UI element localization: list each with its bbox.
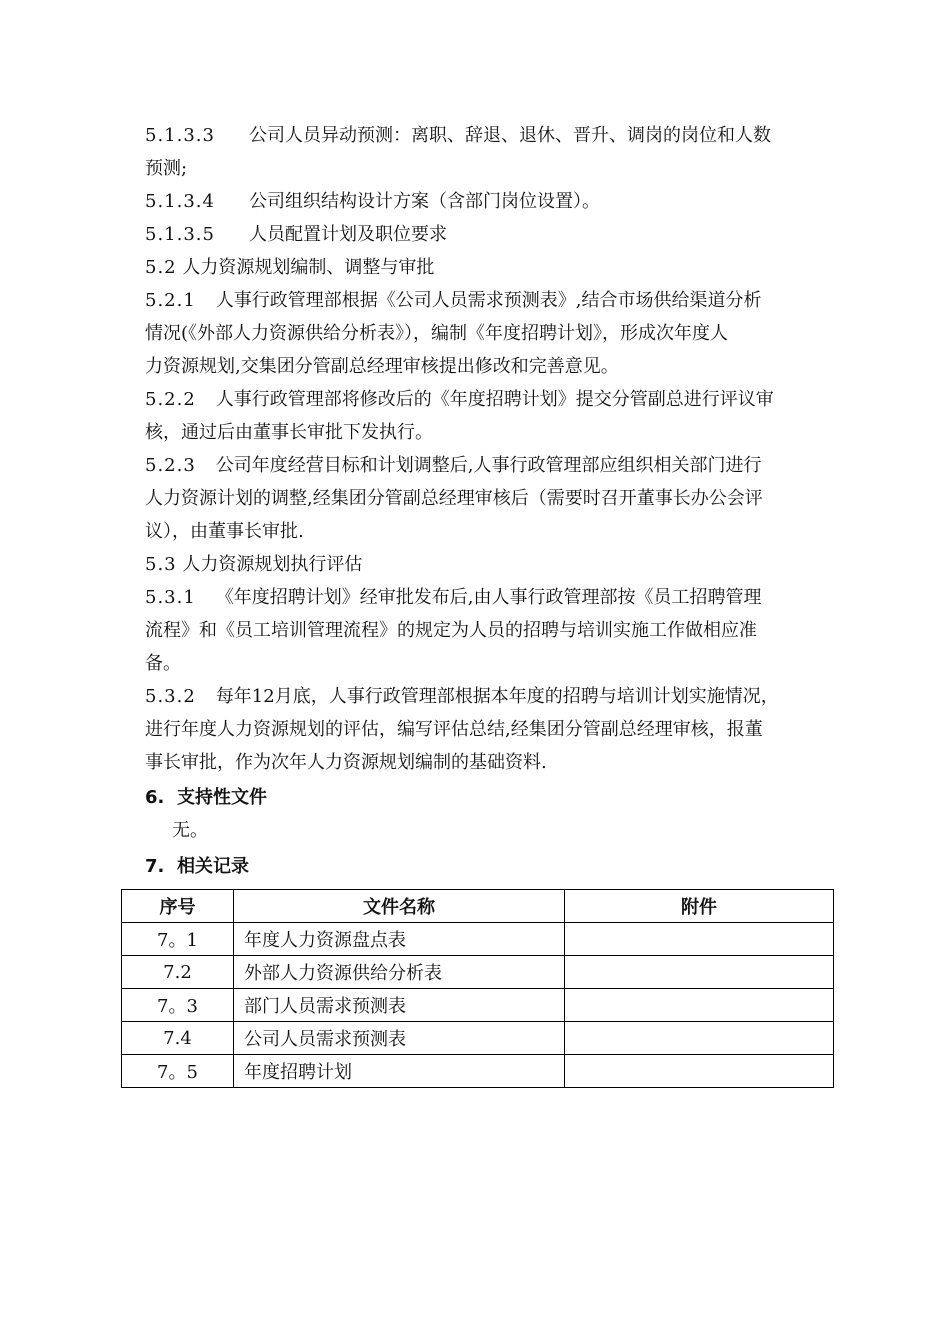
records-table xyxy=(121,889,834,1088)
paragraph-5-1-3-3 xyxy=(145,125,825,147)
paragraph-continuation: 预测; xyxy=(145,158,188,179)
section-number: 6. xyxy=(145,787,165,808)
cell-filename: 公司人员需求预测表 xyxy=(234,1022,565,1055)
section-number: 7. xyxy=(145,856,165,877)
section-title: 相关记录 xyxy=(177,856,249,877)
paragraph-continuation: 进行年度人力资源规划的评估，编写评估总结,经集团分管副总经理审核，报董 xyxy=(145,719,763,740)
clause-number: 5.3.2 xyxy=(145,686,196,707)
cell-attachment xyxy=(565,1022,834,1055)
table-row xyxy=(122,1022,834,1055)
cell-seq: 7。3 xyxy=(122,989,234,1022)
paragraph-continuation: 事长审批，作为次年人力资源规划编制的基础资料. xyxy=(145,752,547,773)
clause-text: 人员配置计划及职位要求 xyxy=(248,224,447,245)
section-5-2-title xyxy=(145,257,825,279)
cell-seq: 7。1 xyxy=(122,923,234,956)
cell-seq: 7.4 xyxy=(122,1022,234,1055)
cell-seq: 7。5 xyxy=(122,1055,234,1088)
table-row xyxy=(122,923,834,956)
paragraph-continuation: 议），由董事长审批. xyxy=(145,521,304,542)
clause-text: 每年12月底，人事行政管理部根据本年度的招聘与培训计划实施情况， xyxy=(215,686,779,707)
table-header-row xyxy=(122,890,834,923)
cell-filename: 外部人力资源供给分析表 xyxy=(234,956,565,989)
paragraph-5-1-3-5 xyxy=(145,224,825,246)
paragraph-continuation: 核，通过后由董事长审批下发执行。 xyxy=(145,422,433,443)
clause-text: 公司组织结构设计方案（含部门岗位设置）。 xyxy=(248,191,600,212)
cell-attachment xyxy=(565,956,834,989)
paragraph-5-2-3 xyxy=(145,455,825,477)
clause-number: 5.3 xyxy=(145,554,177,575)
clause-text: 人力资源规划编制、调整与审批 xyxy=(182,257,435,278)
table-row xyxy=(122,1055,834,1088)
section-5-3-title xyxy=(145,554,825,576)
cell-attachment xyxy=(565,923,834,956)
clause-number: 5.1.3.4 xyxy=(145,191,215,212)
clause-number: 5.1.3.5 xyxy=(145,224,215,245)
paragraph-continuation: 情况(《外部人力资源供给分析表》），编制《年度招聘计划》，形成次年度人 xyxy=(145,323,729,344)
cell-filename: 部门人员需求预测表 xyxy=(234,989,565,1022)
cell-seq: 7.2 xyxy=(122,956,234,989)
paragraph-5-2-1 xyxy=(145,290,825,312)
paragraph-continuation: 流程》和《员工培训管理流程》的规定为人员的招聘与培训实施工作做相应准 xyxy=(145,620,757,641)
header-filename: 文件名称 xyxy=(234,890,565,923)
paragraph-5-3-1 xyxy=(145,587,825,609)
clause-text: 公司年度经营目标和计划调整后,人事行政管理部应组织相关部门进行 xyxy=(215,455,762,476)
section-title: 支持性文件 xyxy=(177,787,267,808)
clause-number: 5.2.1 xyxy=(145,290,196,311)
clause-number: 5.2.2 xyxy=(145,389,196,410)
clause-text: 人事行政管理部根据《公司人员需求预测表》,结合市场供给渠道分析 xyxy=(215,290,762,311)
clause-number: 5.2.3 xyxy=(145,455,196,476)
clause-text: 公司人员异动预测：离职、辞退、退休、晋升、调岗的岗位和人数 xyxy=(248,125,771,146)
section-6-body: 无。 xyxy=(172,820,208,841)
cell-attachment xyxy=(565,989,834,1022)
header-attachment: 附件 xyxy=(565,890,834,923)
clause-text: 人事行政管理部将修改后的《年度招聘计划》提交分管副总进行评议审 xyxy=(215,389,774,410)
header-seq: 序号 xyxy=(122,890,234,923)
clause-number: 5.1.3.3 xyxy=(145,125,215,146)
clause-text: 人力资源规划执行评估 xyxy=(182,554,363,575)
paragraph-continuation: 备。 xyxy=(145,653,181,674)
paragraph-continuation: 力资源规划,交集团分管副总经理审核提出修改和完善意见。 xyxy=(145,356,619,377)
paragraph-5-2-2 xyxy=(145,389,825,411)
paragraph-continuation: 人力资源计划的调整,经集团分管副总经理审核后（需要时召开董事长办公会评 xyxy=(145,488,763,509)
clause-number: 5.3.1 xyxy=(145,587,196,608)
table-row xyxy=(122,989,834,1022)
paragraph-5-3-2 xyxy=(145,686,825,708)
table-row xyxy=(122,956,834,989)
paragraph-5-1-3-4 xyxy=(145,191,825,213)
clause-number: 5.2 xyxy=(145,257,177,278)
cell-attachment xyxy=(565,1055,834,1088)
clause-text: 《年度招聘计划》经审批发布后,由人事行政管理部按《员工招聘管理 xyxy=(215,587,762,608)
section-7-heading xyxy=(145,856,249,878)
section-6-heading xyxy=(145,787,267,809)
cell-filename: 年度招聘计划 xyxy=(234,1055,565,1088)
cell-filename: 年度人力资源盘点表 xyxy=(234,923,565,956)
